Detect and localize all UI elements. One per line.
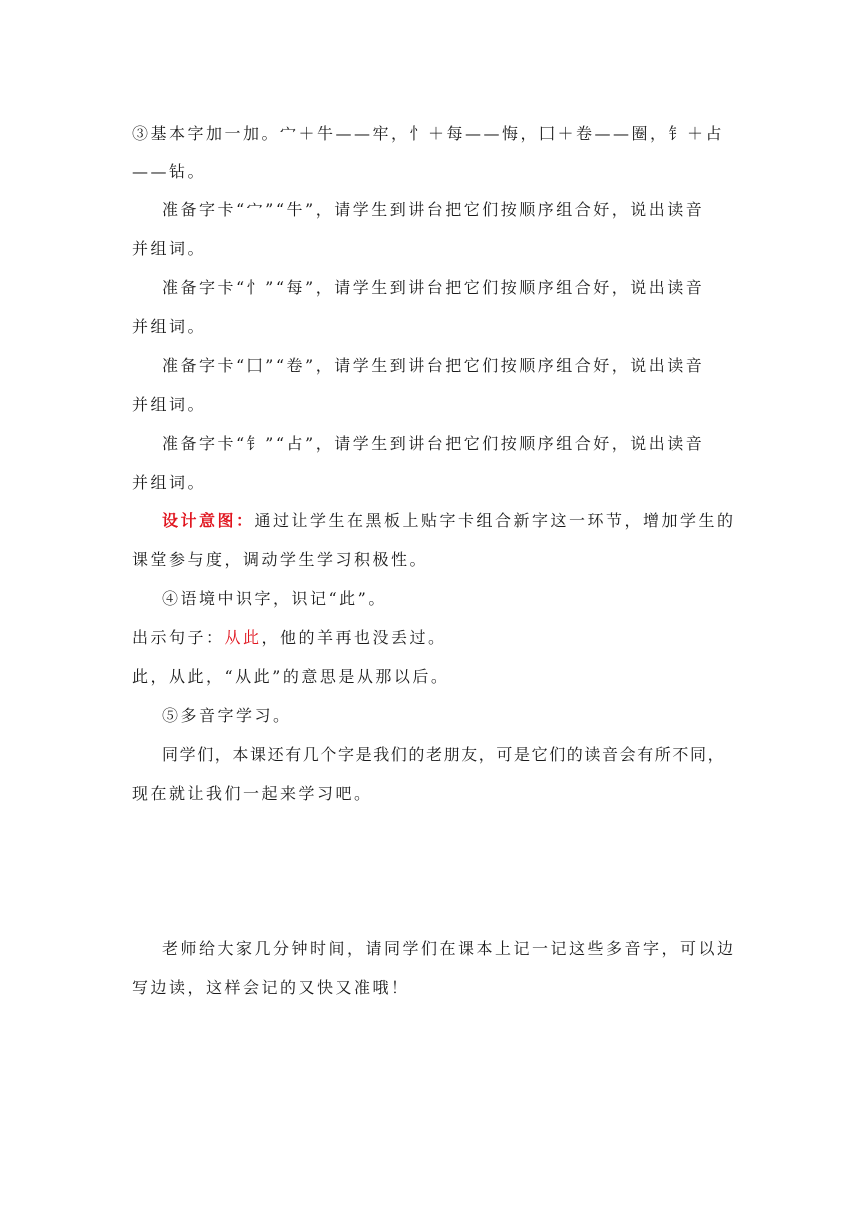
final-line1: 老师给大家几分钟时间，请同学们在课本上记一记这些多音字，可以边 xyxy=(162,939,736,958)
design-intent-text: 通过让学生在黑板上贴字卡组合新字这一环节，增加学生的 xyxy=(254,511,736,530)
sentence-prefix: 出示句子： xyxy=(132,628,225,647)
sentence-highlight: 从此 xyxy=(224,628,262,647)
card2-line1: 准备字卡“忄”“每”，请学生到讲台把它们按顺序组合好，说出读音 xyxy=(162,278,705,297)
card4-line2: 并组词。 xyxy=(132,473,207,492)
sentence-rest: ，他的羊再也没丢过。 xyxy=(261,628,447,647)
polyphone-line2: 现在就让我们一起来学习吧。 xyxy=(132,784,373,803)
card3-line1: 准备字卡“囗”“卷”，请学生到讲台把它们按顺序组合好，说出读音 xyxy=(162,356,705,375)
card2-line2: 并组词。 xyxy=(132,317,207,336)
item3-line1: ③基本字加一加。宀＋牛——牢，忄＋每——悔，囗＋卷——圈，钅＋占 xyxy=(132,124,725,143)
card4-line1: 准备字卡“钅”“占”，请学生到讲台把它们按顺序组合好，说出读音 xyxy=(162,434,705,453)
card1-line2: 并组词。 xyxy=(132,239,207,258)
polyphone-line1: 同学们，本课还有几个字是我们的老朋友，可是它们的读音会有所不同， xyxy=(162,745,726,764)
item3-line2: ——钻。 xyxy=(132,162,207,181)
card3-line2: 并组词。 xyxy=(132,395,207,414)
item4: ④语境中识字，识记“此”。 xyxy=(162,589,387,608)
item5: ⑤多音字学习。 xyxy=(162,706,292,725)
design-intent-line2: 课堂参与度，调动学生学习积极性。 xyxy=(132,550,429,569)
explanation: 此，从此，“从此”的意思是从那以后。 xyxy=(132,667,450,686)
card1-line1: 准备字卡“宀”“牛”，请学生到讲台把它们按顺序组合好，说出读音 xyxy=(162,200,705,219)
final-line2: 写边读，这样会记的又快又准哦！ xyxy=(132,978,410,997)
example-sentence xyxy=(132,628,447,648)
design-intent-line1 xyxy=(162,511,736,531)
design-intent-label: 设计意图： xyxy=(162,511,255,530)
